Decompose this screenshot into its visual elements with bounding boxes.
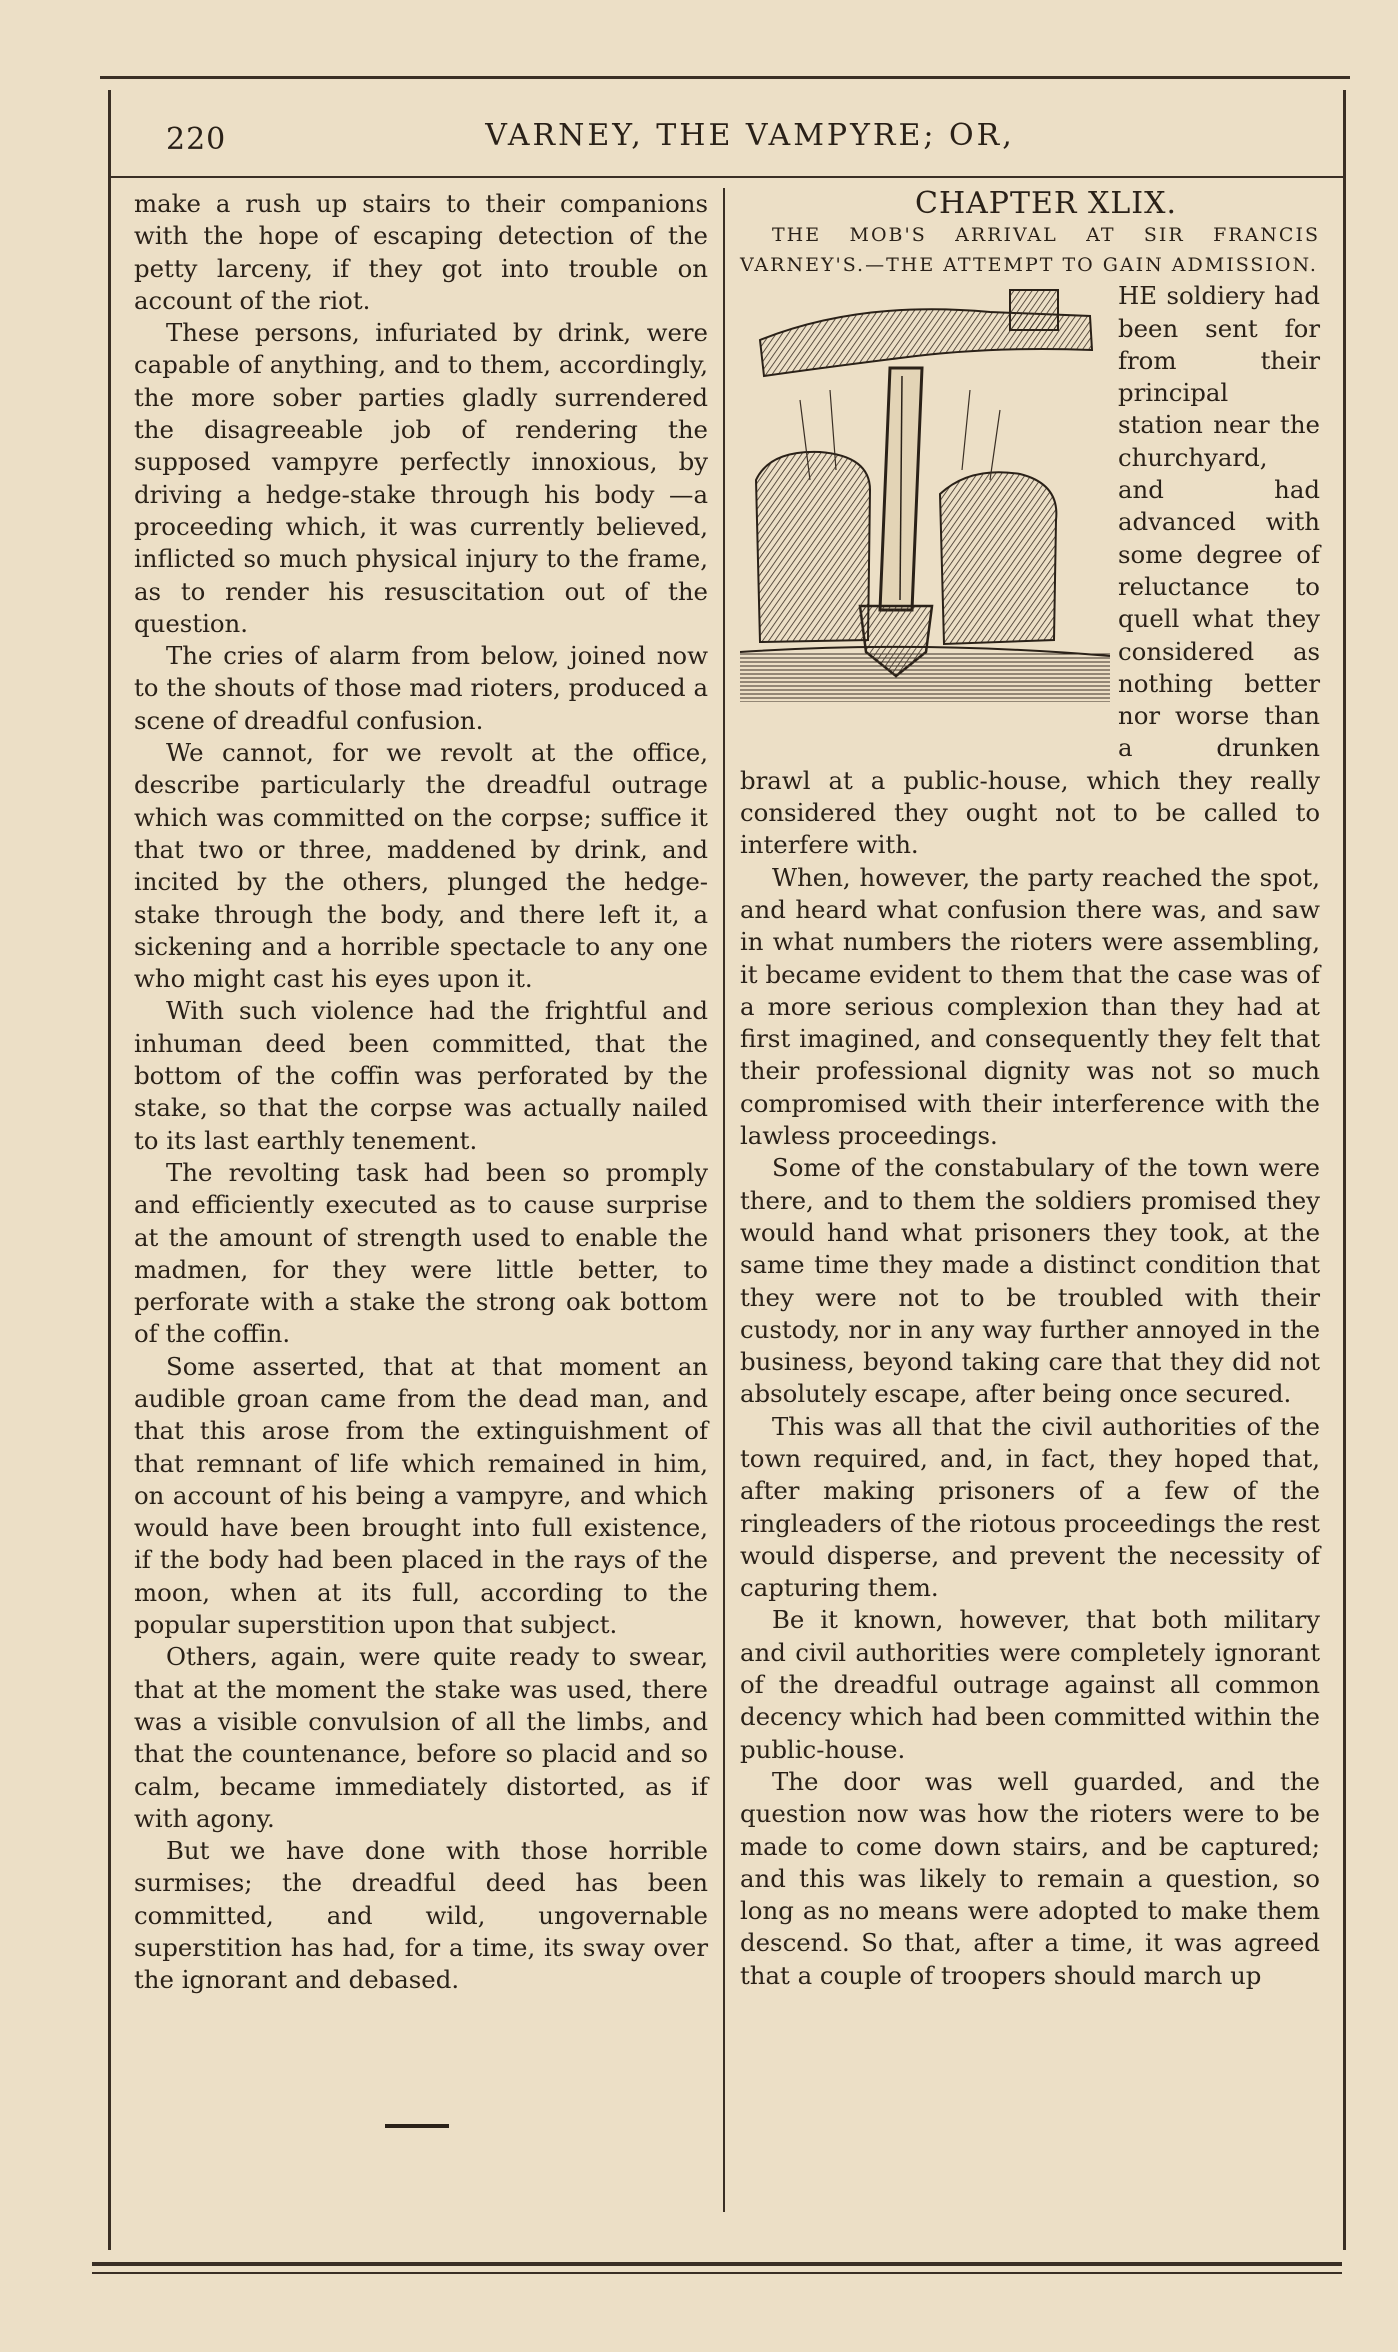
header-rule xyxy=(108,176,1343,178)
running-title: VARNEY, THE VAMPYRE; OR, xyxy=(485,118,1015,153)
top-rule xyxy=(100,76,1350,79)
paragraph: These persons, infuriated by drink, were capable of anything, and to them, accordingly, the more sober parties gladly surrendered the disagreeable job of rendering the supposed vampyre perfectly innoxious, by driving a hedge-stake through his body —a proceeding which, it was currently believed, inflicted so much physical injury to the frame, as to render his resuscitation out of the question. xyxy=(134,318,708,638)
paragraph: With such violence had the frightful and inhuman deed been committed, that the bottom of the coffin was perforated by the stake, so that the corpse was actually nailed to its last earthly tenement. xyxy=(134,996,708,1155)
bottom-rule xyxy=(92,2262,1342,2266)
chapter-title: CHAPTER XLIX. xyxy=(914,186,1178,221)
paragraph: make a rush up stairs to their companions with the hope of escaping detection of the petty larceny, if they got into trouble on account of the riot. xyxy=(134,189,708,315)
paragraph: This was all that the civil authorities of the town required, and, in fact, they hoped that, after making prisoners of a few of the ringleaders of the riotous proceedings the rest would disperse, and prevent the necessity of capturing them. xyxy=(740,1411,1320,1603)
column-divider xyxy=(723,188,725,2212)
paragraph: Others, again, were quite ready to swear, that at the moment the stake was used, there was a visible convulsion of all the limbs, and that the countenance, before so placid and so calm, became immediately distorted, as if with agony. xyxy=(134,1642,708,1833)
page-number: 220 xyxy=(166,122,227,157)
paragraph: The door was well guarded, and the question now was how the rioters were to be made to come down stairs, and be captured; and this was likely to remain a question, so long as no means were adopted to make them descend. So that, after a time, it was agreed that a couple of troopers should march up xyxy=(740,1766,1320,1990)
left-column xyxy=(134,188,708,1997)
paragraph: Some asserted, that at that moment an audible groan came from the dead man, and that this arose from the extinguishment of that remnant of life which remained in him, on account of his being a vampyre, and which would have been brought into full existence, if the body had been placed in the rays of the moon, when at its full, according to the popular superstition upon that subject. xyxy=(134,1351,708,1640)
bottom-rule-thin xyxy=(92,2272,1342,2274)
paragraph: The cries of alarm from below, joined now to the shouts of those mad rioters, produced a scene of dreadful confusion. xyxy=(134,641,708,735)
paragraph: Some of the constabulary of the town were there, and to them the soldiers promised they would hand what prisoners they took, at the same time they made a distinct condition that they were not to be troubled with their custody, nor in any way further annoyed in the business, beyond taking care that they did not absolutely escape, after being once secured. xyxy=(740,1153,1320,1409)
paragraph: Be it known, however, that both military and civil authorities were completely ignorant of the dreadful outrage against all common decency which had been committed within the public-house. xyxy=(740,1605,1320,1764)
chapter-subtitle: THE MOB'S ARRIVAL AT SIR FRANCIS VARNEY'S.—THE ATTEMPT TO GAIN ADMISSION. xyxy=(740,224,1320,277)
section-end-rule xyxy=(385,2124,449,2128)
dropcap-engraving-icon xyxy=(740,280,1110,710)
dropcap-illustration xyxy=(740,280,1110,736)
paragraph: We cannot, for we revolt at the office, describe particularly the dreadful outrage which was committed on the corpse; suffice it that two or three, maddened by drink, and incited by the others, plunged the hedge-stake through the body, and there left it, a sickening and a horrible spectacle to any one who might cast his eyes upon it. xyxy=(134,738,708,994)
paragraph: But we have done with those horrible surmises; the dreadful deed has been committed, and wild, ungovernable superstition has had, for a time, its sway over the ignorant and debased. xyxy=(134,1836,708,1995)
right-column xyxy=(740,188,1320,1992)
paragraph: The revolting task had been so promply and efficiently executed as to cause surprise at the amount of strength used to enable the madmen, for they were little better, to perforate with a stake the strong oak bottom of the coffin. xyxy=(134,1157,708,1349)
paragraph: When, however, the party reached the spot, and heard what confusion there was, and saw in what numbers the rioters were assembling, it became evident to them that the case was of a more serious complexion than they had at first imagined, and consequently they felt that their professional dignity was not so much compromised with their interference with the lawless proceedings. xyxy=(740,862,1320,1151)
opening-text: HE soldiery had been sent for from their principal station near the churchyard, and had advanced with some degree of reluctance to quell what they considered as nothing better nor worse than a drunken brawl at a public-house, which they really considered they ought not to be called to interfere with. xyxy=(740,281,1320,860)
